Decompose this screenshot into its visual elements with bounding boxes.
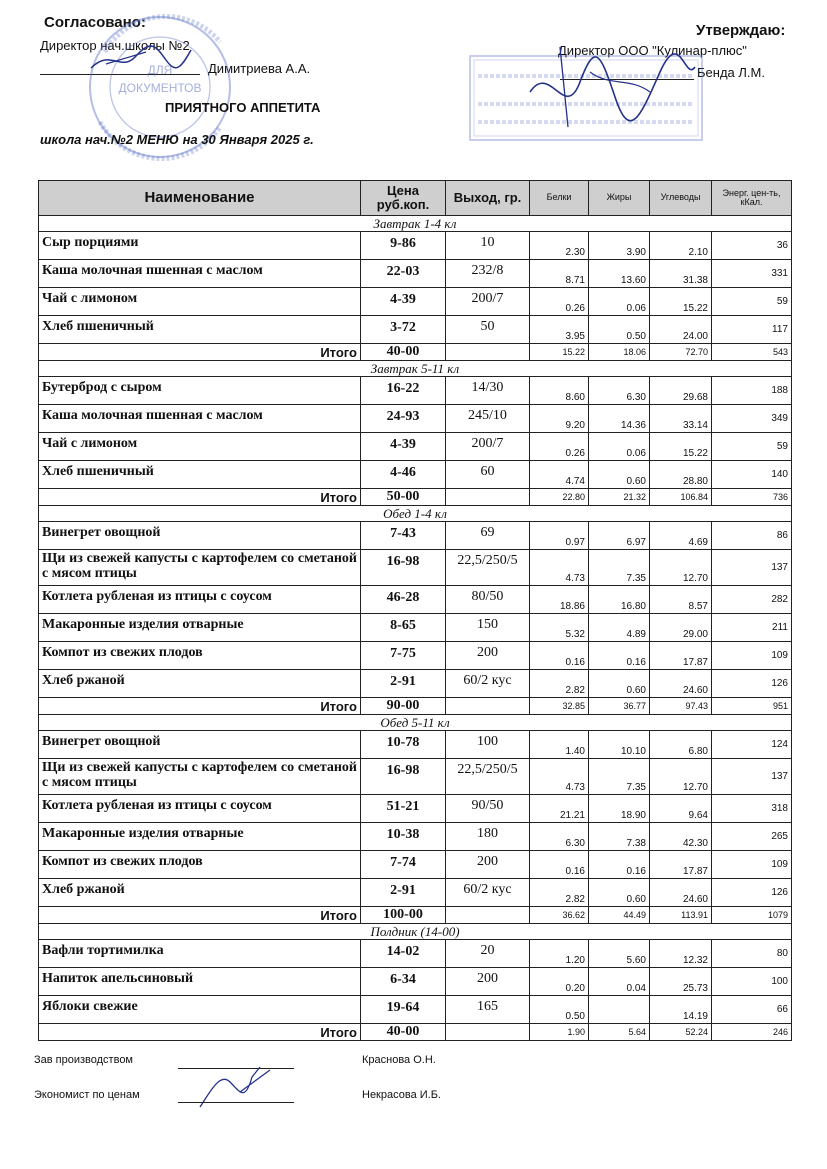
- dish-protein: 3.95: [530, 316, 589, 344]
- dish-energy: 331: [712, 260, 792, 288]
- dish-carbs: 9.64: [650, 795, 712, 823]
- table-row: [39, 759, 792, 795]
- dish-energy: 59: [712, 288, 792, 316]
- total-carbs: 113.91: [650, 907, 712, 924]
- economist-signature-icon: [190, 1062, 280, 1112]
- dish-name: Котлета рубленая из птицы с соусом: [39, 795, 361, 823]
- dish-name: Компот из свежих плодов: [39, 851, 361, 879]
- dish-energy: 265: [712, 823, 792, 851]
- dish-carbs: 29.68: [650, 377, 712, 405]
- dish-price: 7-74: [361, 851, 446, 879]
- section-title: Завтрак 5-11 кл: [39, 361, 792, 377]
- table-header-row: [39, 181, 792, 216]
- dish-carbs: 4.69: [650, 522, 712, 550]
- economist-signature-line: [178, 1102, 294, 1103]
- dish-yield: 22,5/250/5: [446, 550, 530, 586]
- dish-energy: 126: [712, 879, 792, 907]
- dish-yield: 60/2 кус: [446, 879, 530, 907]
- total-row: [39, 907, 792, 924]
- total-protein: 36.62: [530, 907, 589, 924]
- total-row: [39, 1024, 792, 1041]
- dish-protein: 9.20: [530, 405, 589, 433]
- dish-protein: 4.73: [530, 759, 589, 795]
- table-row: [39, 731, 792, 759]
- dish-fat: 4.89: [589, 614, 650, 642]
- dish-energy: 126: [712, 670, 792, 698]
- section-title: Обед 5-11 кл: [39, 715, 792, 731]
- economist-role: Экономист по ценам: [34, 1089, 140, 1101]
- dish-energy: 124: [712, 731, 792, 759]
- dish-fat: 3.90: [589, 232, 650, 260]
- manager-signature-icon: [520, 42, 700, 132]
- table-row: [39, 795, 792, 823]
- column-header-price: Цена руб.коп.: [361, 181, 446, 216]
- dish-name: Каша молочная пшенная с маслом: [39, 405, 361, 433]
- dish-price: 19-64: [361, 996, 446, 1024]
- dish-yield: 232/8: [446, 260, 530, 288]
- total-row: [39, 698, 792, 715]
- svg-text:ДЛЯ: ДЛЯ: [147, 63, 173, 77]
- total-price: 50-00: [361, 489, 446, 506]
- dish-price: 10-38: [361, 823, 446, 851]
- dish-yield: 200: [446, 642, 530, 670]
- dish-fat: 5.60: [589, 940, 650, 968]
- dish-yield: 200/7: [446, 433, 530, 461]
- total-protein: 15.22: [530, 344, 589, 361]
- table-row: [39, 550, 792, 586]
- dish-price: 6-34: [361, 968, 446, 996]
- dish-price: 2-91: [361, 879, 446, 907]
- dish-price: 4-46: [361, 461, 446, 489]
- dish-price: 8-65: [361, 614, 446, 642]
- dish-yield: 165: [446, 996, 530, 1024]
- dish-protein: 8.60: [530, 377, 589, 405]
- total-carbs: 97.43: [650, 698, 712, 715]
- dish-carbs: 8.57: [650, 586, 712, 614]
- dish-protein: 0.20: [530, 968, 589, 996]
- dish-energy: 36: [712, 232, 792, 260]
- dish-carbs: 24.60: [650, 879, 712, 907]
- dish-price: 16-22: [361, 377, 446, 405]
- dish-name: Хлеб пшеничный: [39, 461, 361, 489]
- dish-name: Макаронные изделия отварные: [39, 614, 361, 642]
- section-header-row: [39, 216, 792, 232]
- total-label: Итого: [39, 698, 361, 715]
- dish-protein: 5.32: [530, 614, 589, 642]
- dish-fat: 0.50: [589, 316, 650, 344]
- total-fat: 21.32: [589, 489, 650, 506]
- table-row: [39, 879, 792, 907]
- dish-protein: 0.26: [530, 433, 589, 461]
- dish-protein: 0.16: [530, 642, 589, 670]
- dish-carbs: 14.19: [650, 996, 712, 1024]
- dish-fat: 7.35: [589, 550, 650, 586]
- section-title: Обед 1-4 кл: [39, 506, 792, 522]
- table-row: [39, 642, 792, 670]
- dish-name: Чай с лимоном: [39, 433, 361, 461]
- total-price: 100-00: [361, 907, 446, 924]
- dish-carbs: 6.80: [650, 731, 712, 759]
- approve-title: Утверждаю:: [696, 22, 786, 39]
- dish-energy: 137: [712, 759, 792, 795]
- table-row: [39, 288, 792, 316]
- dish-carbs: 12.32: [650, 940, 712, 968]
- total-protein: 22.80: [530, 489, 589, 506]
- column-header-protein: Белки: [530, 181, 589, 216]
- dish-name: Каша молочная пшенная с маслом: [39, 260, 361, 288]
- table-row: [39, 670, 792, 698]
- dish-fat: 0.60: [589, 461, 650, 489]
- dish-name: Бутерброд с сыром: [39, 377, 361, 405]
- dish-protein: 4.74: [530, 461, 589, 489]
- table-row: [39, 377, 792, 405]
- menu-table: [38, 180, 792, 1041]
- dish-energy: 117: [712, 316, 792, 344]
- dish-price: 2-91: [361, 670, 446, 698]
- dish-fat: 16.80: [589, 586, 650, 614]
- menu-title: школа нач.№2 МЕНЮ на 30 Января 2025 г.: [40, 132, 314, 147]
- dish-carbs: 15.22: [650, 288, 712, 316]
- dish-name: Хлеб ржаной: [39, 879, 361, 907]
- column-header-fat: Жиры: [589, 181, 650, 216]
- section-title: Завтрак 1-4 кл: [39, 216, 792, 232]
- table-row: [39, 614, 792, 642]
- total-energy: 246: [712, 1024, 792, 1041]
- dish-protein: 4.73: [530, 550, 589, 586]
- total-carbs: 72.70: [650, 344, 712, 361]
- total-price: 40-00: [361, 1024, 446, 1041]
- dish-fat: 18.90: [589, 795, 650, 823]
- dish-energy: 140: [712, 461, 792, 489]
- dish-fat: 0.16: [589, 851, 650, 879]
- table-row: [39, 461, 792, 489]
- total-row: [39, 344, 792, 361]
- dish-carbs: 28.80: [650, 461, 712, 489]
- dish-fat: 7.38: [589, 823, 650, 851]
- total-fat: 36.77: [589, 698, 650, 715]
- table-row: [39, 940, 792, 968]
- total-protein: 1.90: [530, 1024, 589, 1041]
- dish-yield: 60: [446, 461, 530, 489]
- dish-protein: 0.26: [530, 288, 589, 316]
- economist-name: Некрасова И.Б.: [362, 1089, 441, 1101]
- dish-energy: 59: [712, 433, 792, 461]
- dish-carbs: 12.70: [650, 759, 712, 795]
- dish-name: Компот из свежих плодов: [39, 642, 361, 670]
- dish-fat: 7.35: [589, 759, 650, 795]
- dish-price: 16-98: [361, 550, 446, 586]
- dish-energy: 211: [712, 614, 792, 642]
- dish-name: Щи из свежей капусты с картофелем со сметаной с мясом птицы: [39, 550, 361, 586]
- dish-energy: 188: [712, 377, 792, 405]
- section-title: Полдник (14-00): [39, 924, 792, 940]
- dish-protein: 2.30: [530, 232, 589, 260]
- section-header-row: [39, 924, 792, 940]
- total-yield-empty: [446, 698, 530, 715]
- agreed-title: Согласовано:: [44, 14, 146, 31]
- dish-fat: 10.10: [589, 731, 650, 759]
- dish-price: 7-75: [361, 642, 446, 670]
- dish-yield: 245/10: [446, 405, 530, 433]
- dish-carbs: 25.73: [650, 968, 712, 996]
- dish-price: 14-02: [361, 940, 446, 968]
- dish-carbs: 29.00: [650, 614, 712, 642]
- dish-price: 9-86: [361, 232, 446, 260]
- dish-yield: 20: [446, 940, 530, 968]
- table-row: [39, 968, 792, 996]
- dish-protein: 1.20: [530, 940, 589, 968]
- dish-yield: 50: [446, 316, 530, 344]
- dish-carbs: 42.30: [650, 823, 712, 851]
- section-header-row: [39, 715, 792, 731]
- dish-energy: 100: [712, 968, 792, 996]
- dish-yield: 69: [446, 522, 530, 550]
- total-label: Итого: [39, 344, 361, 361]
- dish-yield: 14/30: [446, 377, 530, 405]
- dish-name: Яблоки свежие: [39, 996, 361, 1024]
- dish-protein: 0.16: [530, 851, 589, 879]
- total-energy: 543: [712, 344, 792, 361]
- total-protein: 32.85: [530, 698, 589, 715]
- dish-carbs: 12.70: [650, 550, 712, 586]
- total-fat: 44.49: [589, 907, 650, 924]
- total-energy: 951: [712, 698, 792, 715]
- total-yield-empty: [446, 1024, 530, 1041]
- section-header-row: [39, 361, 792, 377]
- table-row: [39, 260, 792, 288]
- dish-carbs: 24.60: [650, 670, 712, 698]
- agreed-name: Димитриева А.А.: [208, 61, 311, 76]
- production-manager-name: Краснова О.Н.: [362, 1054, 436, 1066]
- dish-name: Напиток апельсиновый: [39, 968, 361, 996]
- dish-protein: 18.86: [530, 586, 589, 614]
- dish-price: 7-43: [361, 522, 446, 550]
- total-label: Итого: [39, 489, 361, 506]
- dish-name: Котлета рубленая из птицы с соусом: [39, 586, 361, 614]
- table-row: [39, 851, 792, 879]
- dish-yield: 200: [446, 851, 530, 879]
- table-row: [39, 823, 792, 851]
- dish-yield: 22,5/250/5: [446, 759, 530, 795]
- total-label: Итого: [39, 1024, 361, 1041]
- dish-fat: 0.06: [589, 288, 650, 316]
- dish-fat: 14.36: [589, 405, 650, 433]
- dish-carbs: 17.87: [650, 642, 712, 670]
- dish-energy: 86: [712, 522, 792, 550]
- dish-price: 10-78: [361, 731, 446, 759]
- dish-fat: 0.04: [589, 968, 650, 996]
- column-header-carbs: Углеводы: [650, 181, 712, 216]
- table-row: [39, 586, 792, 614]
- dish-name: Щи из свежей капусты с картофелем со сметаной с мясом птицы: [39, 759, 361, 795]
- total-row: [39, 489, 792, 506]
- dish-yield: 200/7: [446, 288, 530, 316]
- director-signature-icon: [86, 38, 196, 78]
- table-row: [39, 232, 792, 260]
- table-row: [39, 433, 792, 461]
- dish-protein: 8.71: [530, 260, 589, 288]
- dish-protein: 2.82: [530, 670, 589, 698]
- dish-price: 22-03: [361, 260, 446, 288]
- dish-yield: 60/2 кус: [446, 670, 530, 698]
- dish-name: Винегрет овощной: [39, 522, 361, 550]
- dish-energy: 349: [712, 405, 792, 433]
- dish-fat: 0.16: [589, 642, 650, 670]
- dish-name: Макаронные изделия отварные: [39, 823, 361, 851]
- table-row: [39, 996, 792, 1024]
- dish-name: Винегрет овощной: [39, 731, 361, 759]
- total-energy: 736: [712, 489, 792, 506]
- dish-price: 3-72: [361, 316, 446, 344]
- dish-fat: 0.06: [589, 433, 650, 461]
- dish-yield: 90/50: [446, 795, 530, 823]
- menu-table-body: [39, 216, 792, 1041]
- dish-yield: 80/50: [446, 586, 530, 614]
- dish-energy: 282: [712, 586, 792, 614]
- dish-yield: 180: [446, 823, 530, 851]
- dish-name: Сыр порциями: [39, 232, 361, 260]
- dish-energy: 318: [712, 795, 792, 823]
- bon-appetit-heading: ПРИЯТНОГО АППЕТИТА: [165, 100, 321, 115]
- dish-yield: 150: [446, 614, 530, 642]
- production-manager-role: Зав производством: [34, 1054, 133, 1066]
- dish-price: 16-98: [361, 759, 446, 795]
- dish-fat: 0.60: [589, 670, 650, 698]
- dish-name: Хлеб ржаной: [39, 670, 361, 698]
- dish-carbs: 24.00: [650, 316, 712, 344]
- svg-text:ДОКУМЕНТОВ: ДОКУМЕНТОВ: [118, 81, 202, 95]
- dish-yield: 200: [446, 968, 530, 996]
- dish-protein: 0.97: [530, 522, 589, 550]
- total-price: 40-00: [361, 344, 446, 361]
- section-header-row: [39, 506, 792, 522]
- dish-energy: 80: [712, 940, 792, 968]
- dish-protein: 1.40: [530, 731, 589, 759]
- dish-price: 4-39: [361, 288, 446, 316]
- dish-name: Чай с лимоном: [39, 288, 361, 316]
- dish-protein: 2.82: [530, 879, 589, 907]
- total-fat: 5.64: [589, 1024, 650, 1041]
- table-row: [39, 316, 792, 344]
- dish-price: 24-93: [361, 405, 446, 433]
- agreed-role: Директор нач.школы №2: [40, 38, 190, 53]
- dish-protein: 6.30: [530, 823, 589, 851]
- dish-fat: 6.30: [589, 377, 650, 405]
- dish-energy: 109: [712, 642, 792, 670]
- dish-energy: 66: [712, 996, 792, 1024]
- dish-name: Хлеб пшеничный: [39, 316, 361, 344]
- dish-yield: 100: [446, 731, 530, 759]
- dish-energy: 137: [712, 550, 792, 586]
- total-carbs: 52.24: [650, 1024, 712, 1041]
- total-yield-empty: [446, 907, 530, 924]
- total-energy: 1079: [712, 907, 792, 924]
- total-price: 90-00: [361, 698, 446, 715]
- column-header-name: Наименование: [39, 181, 361, 216]
- dish-protein: 21.21: [530, 795, 589, 823]
- dish-fat: 13.60: [589, 260, 650, 288]
- dish-carbs: 33.14: [650, 405, 712, 433]
- dish-price: 51-21: [361, 795, 446, 823]
- dish-protein: 0.50: [530, 996, 589, 1024]
- dish-carbs: 17.87: [650, 851, 712, 879]
- dish-fat: 6.97: [589, 522, 650, 550]
- dish-name: Вафли тортимилка: [39, 940, 361, 968]
- total-label: Итого: [39, 907, 361, 924]
- dish-carbs: 15.22: [650, 433, 712, 461]
- dish-price: 46-28: [361, 586, 446, 614]
- total-fat: 18.06: [589, 344, 650, 361]
- table-row: [39, 522, 792, 550]
- column-header-energy: Энерг. цен-ть, кКал.: [712, 181, 792, 216]
- dish-carbs: 31.38: [650, 260, 712, 288]
- total-carbs: 106.84: [650, 489, 712, 506]
- approve-name: Бенда Л.М.: [697, 65, 765, 80]
- column-header-yield: Выход, гр.: [446, 181, 530, 216]
- approve-role: Директор ООО "Кулинар-плюс": [558, 43, 747, 58]
- dish-fat: [589, 996, 650, 1024]
- total-yield-empty: [446, 344, 530, 361]
- table-row: [39, 405, 792, 433]
- dish-energy: 109: [712, 851, 792, 879]
- dish-carbs: 2.10: [650, 232, 712, 260]
- dish-yield: 10: [446, 232, 530, 260]
- dish-fat: 0.60: [589, 879, 650, 907]
- dish-price: 4-39: [361, 433, 446, 461]
- total-yield-empty: [446, 489, 530, 506]
